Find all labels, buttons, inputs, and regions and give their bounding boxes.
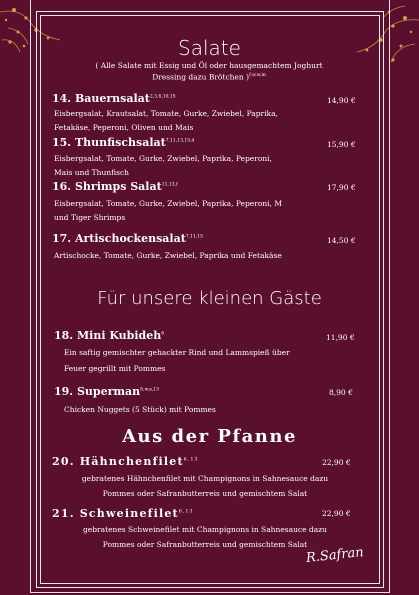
item-name: 21. Schweinefilet$^{6,13}$ [52, 507, 194, 520]
allergen-codes: 7,11,13,15,d [165, 138, 195, 144]
item-desc-line1: gebratenes Hähnchenfilet mit Champignons in Sahnesauce dazu [81, 474, 329, 483]
allergen-codes: 6 [161, 331, 165, 337]
brand-logo: R.Safran [305, 545, 365, 566]
allergen-codes: 6,13 [183, 457, 199, 463]
item-price: 22,90 € [322, 458, 351, 467]
item-name: 15. Thunfischsalat$^{7,11,13,15,d}$ [52, 136, 195, 149]
item-desc-line1: Chicken Nuggets (5 Stück) mit Pommes [64, 405, 216, 414]
item-price: 22,90 € [322, 509, 351, 518]
item-desc-line2: Fetakäse, Peperoni, Oliven und Mais [54, 123, 194, 132]
item-price: 14,90 € [327, 96, 356, 105]
salate-intro [88, 61, 330, 83]
section-title-kids: Für unsere kleinen Gäste [97, 288, 322, 309]
item-desc-line1: Eisbergsalat, Tomate, Gurke, Zwiebel, Paprika, Peperoni, [54, 154, 272, 163]
item-price: 14,50 € [327, 236, 356, 245]
item-desc-line2: Pommes oder Safranbutterreis und gemischtem Salat [102, 489, 308, 498]
item-desc-line1: Eisbergsalat, Krautsalat, Tomate, Gurke, Zwiebel, Paprika, [54, 109, 278, 118]
allergen-codes: 2,3,6,10,15 [149, 94, 176, 100]
item-name: 14. Bauernsalat$^{2,3,6,10,15}$ [52, 92, 176, 105]
allergen-codes: 6,13 [178, 509, 194, 515]
item-desc-line2: Mais und Thunfisch [54, 168, 130, 177]
allergen-codes: 6,w,e,13 [140, 387, 160, 393]
item-price: 8,90 € [329, 388, 353, 397]
item-price: 11,90 € [326, 333, 355, 342]
item-desc-line1: Artischocke, Tomate, Gurke, Zwiebel, Paprika und Fetakäse [54, 251, 282, 260]
item-name: 16. Shrimps Salat$^{11,13,f}$ [52, 180, 178, 193]
salate-intro-codes: f,w,w,m [249, 73, 266, 78]
item-desc-line1: gebratenes Schweinefilet mit Champignons in Sahnesauce dazu [82, 525, 327, 534]
salate-intro-text: ( Alle Salate mit Essig und Öl oder hausgemachtem Joghurt Dressing dazu Brötchen ) [95, 61, 323, 82]
item-desc-line1: Eisbergsalat, Tomate, Gurke, Zwiebel, Paprika, Peperoni, M [54, 199, 283, 208]
item-desc-line2: und Tiger Shrimps [54, 213, 126, 222]
item-desc-line2: Feuer gegrillt mit Pommes [64, 364, 166, 373]
item-name: 17. Artischockensalat$^{7,11,15}$ [52, 232, 203, 245]
section-title-salate: Salate [178, 36, 241, 60]
item-name: 20. Hähnchenfilet$^{6,13}$ [52, 455, 199, 468]
item-price: 17,90 € [327, 183, 356, 192]
allergen-codes: 7,11,15 [185, 234, 203, 240]
item-desc-line2: Pommes oder Safranbutterreis und gemischtem Salat [102, 540, 308, 549]
item-name: 18. Mini Kubideh$^6$ [54, 329, 165, 342]
item-desc-line1: Ein saftig gemischter gehackter Rind und Lammspieß über [64, 348, 290, 357]
allergen-codes: 11,13,f [161, 182, 178, 188]
item-price: 15,90 € [327, 140, 356, 149]
item-name: 19. Superman$^{6,w,e,13}$ [54, 385, 160, 398]
section-title-pfanne: Aus der Pfanne [122, 426, 297, 447]
